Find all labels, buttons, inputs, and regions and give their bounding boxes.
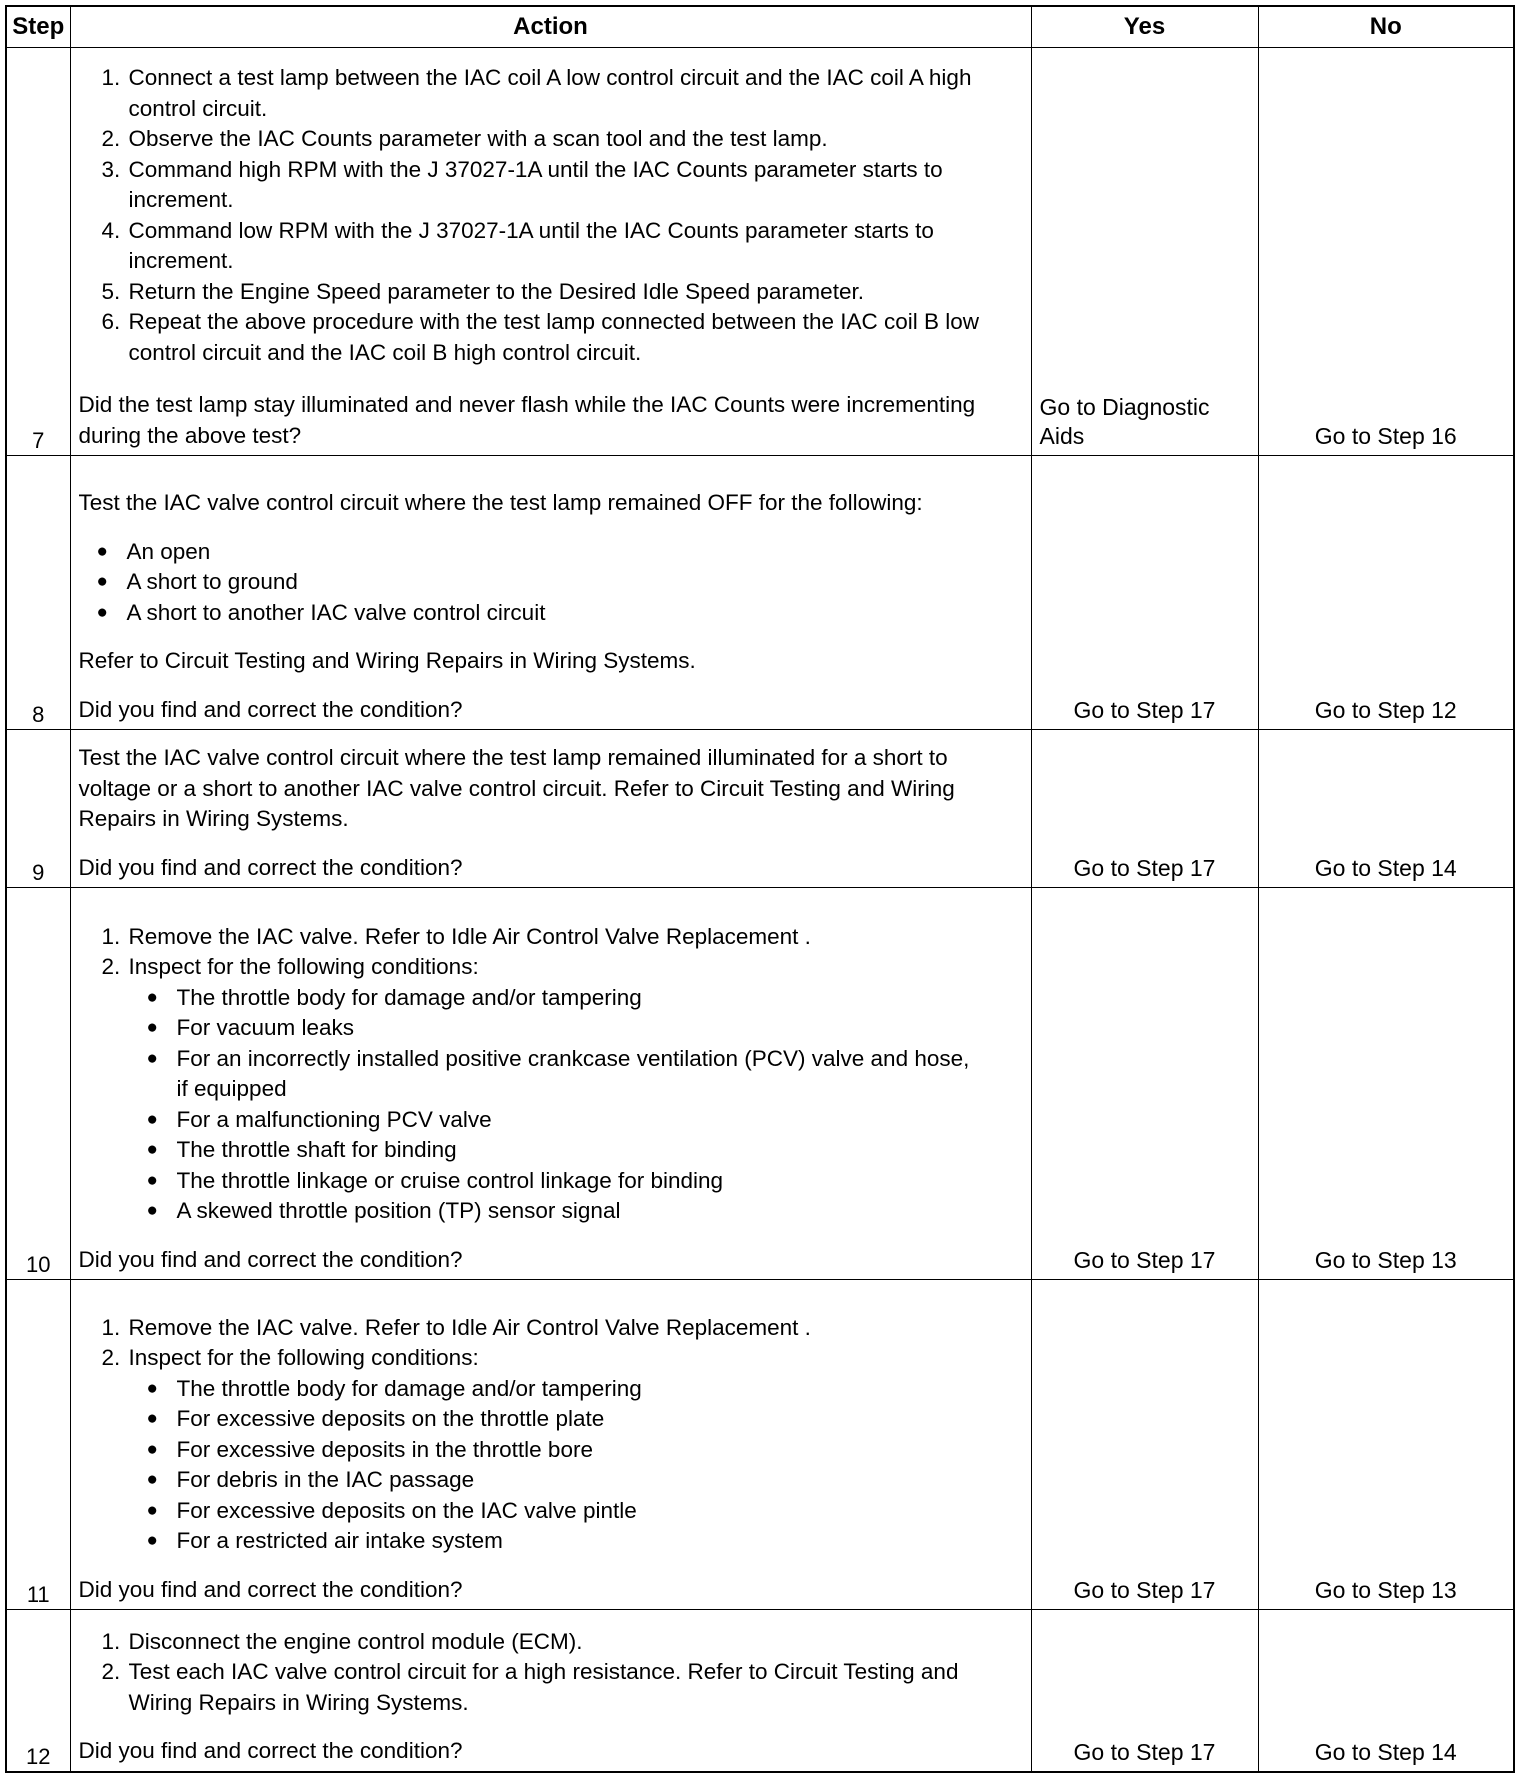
condition-item: ● The throttle shaft for binding	[177, 1135, 983, 1166]
condition-item: ● For debris in the IAC passage	[177, 1465, 1023, 1496]
document-page	[5, 5, 1515, 1767]
bullet-item: ● A short to another IAC valve control circuit	[127, 598, 1023, 629]
step-number: 8	[6, 456, 70, 730]
no-cell: Go to Step 12	[1258, 456, 1514, 730]
procedure-step: 3. Command high RPM with the J 37027-1A until the IAC Counts parameter starts to increment.	[127, 155, 1023, 216]
question-text: Did you find and correct the condition?	[78, 1246, 463, 1272]
yes-cell: Go to Step 17	[1031, 888, 1258, 1280]
condition-item: ● The throttle body for damage and/or tampering	[177, 1374, 1023, 1405]
procedure-step: 1. Disconnect the engine control module (ECM).	[127, 1627, 1023, 1658]
procedure-step	[127, 952, 1023, 1227]
procedure-list	[79, 922, 1023, 1227]
no-cell: Go to Step 16	[1258, 48, 1514, 456]
condition-item: ● For a malfunctioning PCV valve	[177, 1105, 983, 1136]
condition-item: ● A skewed throttle position (TP) sensor signal	[177, 1196, 983, 1227]
no-cell: Go to Step 13	[1258, 888, 1514, 1280]
yes-cell: Go to Step 17	[1031, 1280, 1258, 1610]
action-cell	[70, 730, 1031, 888]
table-row	[6, 48, 1514, 456]
procedure-step: 1. Remove the IAC valve. Refer to Idle Air Control Valve Replacement .	[127, 1313, 1023, 1344]
bullet-item: ● A short to ground	[127, 567, 1023, 598]
step-number: 11	[6, 1280, 70, 1610]
procedure-list	[79, 1627, 1023, 1719]
condition-item: ● For excessive deposits on the throttle plate	[177, 1404, 1023, 1435]
bullet-list	[79, 537, 1023, 629]
procedure-step: 4. Command low RPM with the J 37027-1A until the IAC Counts parameter starts to increment.	[127, 216, 1023, 277]
yes-cell: Go to Step 17	[1031, 456, 1258, 730]
procedure-step: 1. Connect a test lamp between the IAC coil A low control circuit and the IAC coil A high control circuit.	[127, 63, 1023, 124]
header-no: No	[1258, 6, 1514, 48]
procedure-step: 2. Test each IAC valve control circuit for a high resistance. Refer to Circuit Testing and Wiring Repairs in Wiring Systems.	[127, 1657, 1023, 1718]
action-cell	[70, 1280, 1031, 1610]
table-row	[6, 730, 1514, 888]
no-cell: Go to Step 14	[1258, 730, 1514, 888]
table-row	[6, 456, 1514, 730]
condition-item: ● For excessive deposits on the IAC valve pintle	[177, 1496, 1023, 1527]
procedure-step: 6. Repeat the above procedure with the test lamp connected between the IAC coil B low control circuit and the IAC coil B high control circuit.	[127, 307, 1023, 368]
procedure-list	[79, 63, 1023, 368]
question-text: Did you find and correct the condition?	[78, 1738, 463, 1763]
step-number: 9	[6, 730, 70, 888]
condition-item: ● For excessive deposits in the throttle bore	[177, 1435, 1023, 1466]
question-text: Did you find and correct the condition?	[78, 854, 463, 880]
procedure-step: 5. Return the Engine Speed parameter to the Desired Idle Speed parameter.	[127, 277, 1023, 308]
question-text: Did you find and correct the condition?	[78, 696, 463, 722]
condition-item: ● For an incorrectly installed positive crankcase ventilation (PCV) valve and hose, if equipped	[177, 1044, 983, 1105]
step-number: 12	[6, 1610, 70, 1772]
header-step: Step	[6, 6, 70, 48]
action-cell	[70, 1610, 1031, 1772]
diagnostic-table	[5, 5, 1515, 1773]
procedure-list	[79, 1313, 1023, 1557]
header-action: Action	[70, 6, 1031, 48]
action-cell	[70, 456, 1031, 730]
table-row	[6, 888, 1514, 1280]
instruction-text: Test the IAC valve control circuit where the test lamp remained OFF for the following:	[78, 490, 923, 515]
procedure-step-text: Inspect for the following conditions:	[128, 954, 479, 979]
table-row	[6, 1610, 1514, 1772]
procedure-step: 2. Observe the IAC Counts parameter with a scan tool and the test lamp.	[127, 124, 1023, 155]
condition-list	[129, 1374, 1023, 1557]
step-number: 10	[6, 888, 70, 1280]
procedure-step-text: Inspect for the following conditions:	[128, 1345, 479, 1370]
yes-cell: Go to Step 17	[1031, 730, 1258, 888]
yes-cell: Go to Diagnostic Aids	[1031, 48, 1258, 456]
condition-item: ● The throttle linkage or cruise control linkage for binding	[177, 1166, 983, 1197]
condition-item: ● The throttle body for damage and/or tampering	[177, 983, 983, 1014]
header-yes: Yes	[1031, 6, 1258, 48]
no-cell: Go to Step 13	[1258, 1280, 1514, 1610]
table-row	[6, 1280, 1514, 1610]
question-text: Did you find and correct the condition?	[78, 1576, 463, 1602]
condition-list	[129, 983, 1023, 1227]
no-cell: Go to Step 14	[1258, 1610, 1514, 1772]
step-number: 7	[6, 48, 70, 456]
yes-cell: Go to Step 17	[1031, 1610, 1258, 1772]
action-cell	[70, 888, 1031, 1280]
instruction-text: Test the IAC valve control circuit where the test lamp remained illuminated for a short to voltage or a short to another IAC valve control circuit. Refer to Circuit Testing and Wiring Repairs in Wiring Systems.	[78, 745, 955, 831]
action-cell	[70, 48, 1031, 456]
condition-item: ● For a restricted air intake system	[177, 1526, 1023, 1557]
question-text: Did the test lamp stay illuminated and never flash while the IAC Counts were incrementing during the above test?	[78, 392, 976, 448]
refer-text: Refer to Circuit Testing and Wiring Repairs in Wiring Systems.	[78, 648, 696, 673]
procedure-step	[127, 1343, 1023, 1557]
procedure-step: 1. Remove the IAC valve. Refer to Idle Air Control Valve Replacement .	[127, 922, 1023, 953]
header-row	[6, 6, 1514, 48]
condition-item: ● For vacuum leaks	[177, 1013, 983, 1044]
bullet-item: ● An open	[127, 537, 1023, 568]
